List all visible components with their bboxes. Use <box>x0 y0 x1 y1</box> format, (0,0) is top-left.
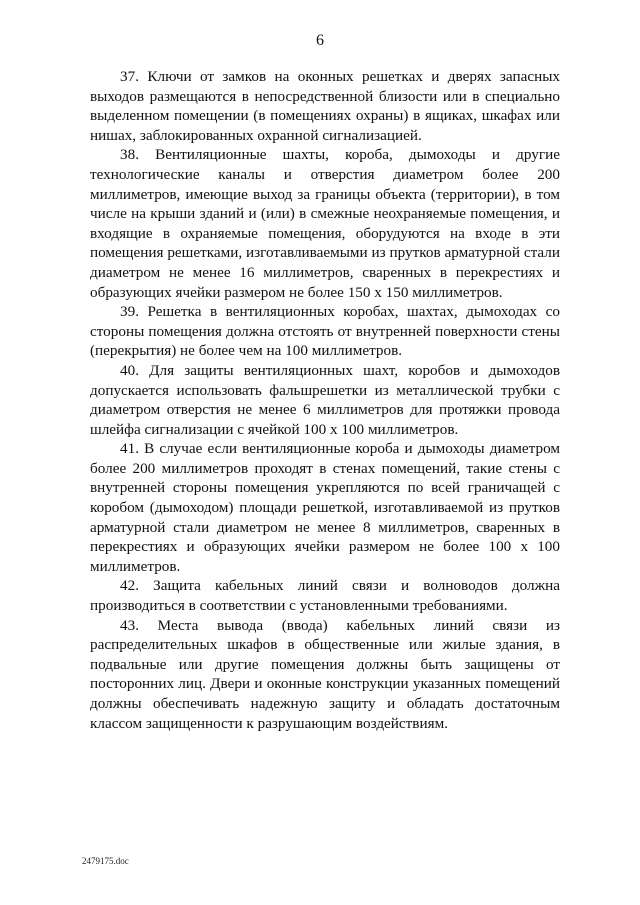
clause-38: 38. Вентиляционные шахты, короба, дымоходы и другие технологические каналы и отверстия диаметром более 200 миллиметров, имеющие выход за границы объекта (территории), в том числе на крыши зданий и (или) в смежные неохраняемые помещения, и входящие в охраняемые помещения, оборудуются на входе в эти помещения решетками, изготавливаемыми из прутков арматурной стали диаметром не менее 16 миллиметров, сваренных в перекрестиях и образующих ячейки размером не более 150 х 150 миллиметров. <box>90 146 560 301</box>
clause-41: 41. В случае если вентиляционные короба и дымоходы диаметром более 200 миллиметров проходят в стенах помещений, такие стены с внутренней стороны помещения укрепляются по всей граничащей с коробом (дымоходом) площади решеткой, изготавливаемой из прутков арматурной стали диаметром не менее 8 миллиметров, сваренных в перекрестиях и образующих ячейки размером не более 100 х 100 миллиметров. <box>90 440 560 575</box>
clause-39: 39. Решетка в вентиляционных коробах, шахтах, дымоходах со стороны помещения должна отстоять от внутренней поверхности стены (перекрытия) не более чем на 100 миллиметров. <box>90 303 560 360</box>
clause-37: 37. Ключи от замков на оконных решетках и дверях запасных выходов размещаются в непосредственной близости или в специально выделенном помещении (в помещениях охраны) в ящиках, шкафах или нишах, заблокированных охранной сигнализацией. <box>90 68 560 144</box>
page-number: 6 <box>316 32 324 49</box>
clause-42: 42. Защита кабельных линий связи и волноводов должна производиться в соответствии с установленными требованиями. <box>90 577 560 615</box>
document-body <box>90 67 560 733</box>
clause-40: 40. Для защиты вентиляционных шахт, коробов и дымоходов допускается использовать фальшрешетки из металлической трубки с диаметром отверстия не менее 6 миллиметров для протяжки провода шлейфа сигнализации с ячейкой 100 х 100 миллиметров. <box>90 361 560 438</box>
document-filename: 2479175.doc <box>82 856 129 866</box>
clause-43: 43. Места вывода (ввода) кабельных линий связи из распределительных шкафов в общественные или жилые здания, в подвальные или другие помещения должны быть защищены от посторонних лиц. Двери и оконные конструкции указанных помещений должны обеспечивать надежную защиту и обладать достаточным классом защищенности к разрушающим воздействиям. <box>90 616 560 732</box>
